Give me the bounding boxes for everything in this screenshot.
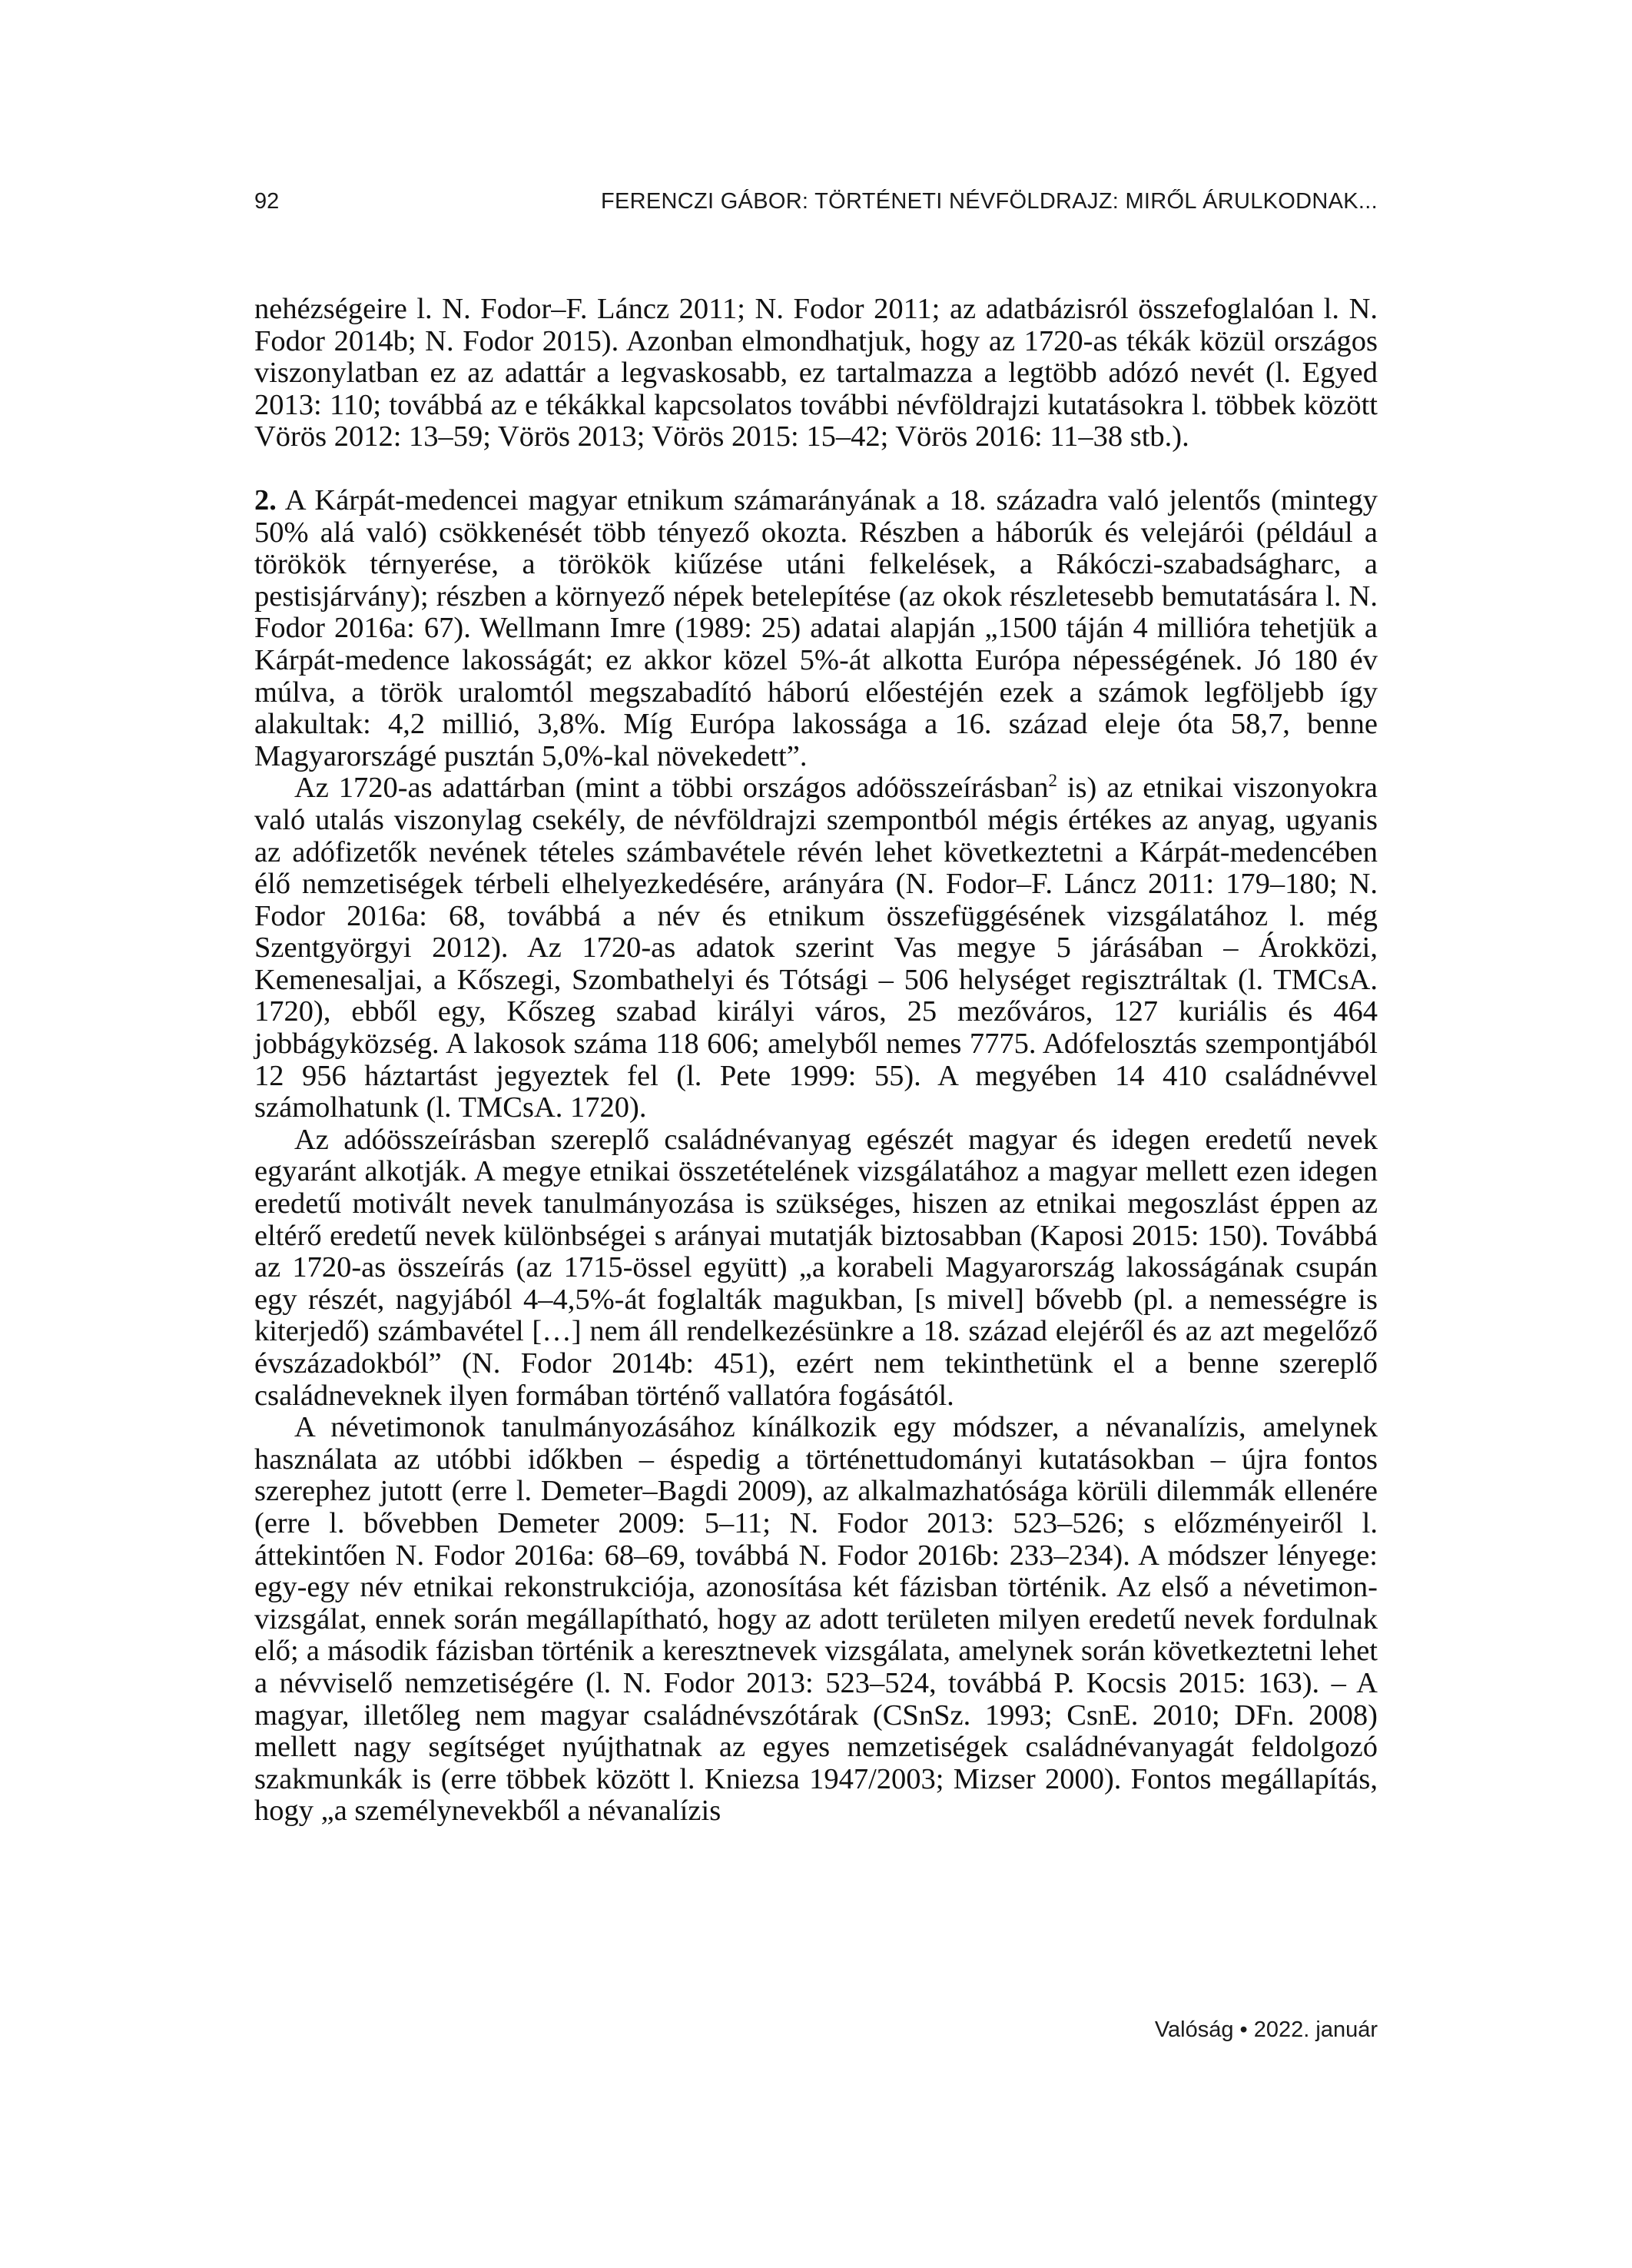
paragraph-1720-records bbox=[254, 772, 1378, 1124]
paragraph-name-stock: Az adóösszeírásban szereplő családnévanyag egészét magyar és idegen eredetű nevek egyaránt alkotják. A megye etnikai összetételének vizsgálatához a magyar mellett ezen idegen eredetű motivált nevek tanulmányozása is szükséges, hiszen az etnikai megoszlást éppen az eltérő eredetű nevek különbségei s arányai mutatják biztosabban (Kaposi 2015: 150). Továbbá az 1720-as összeírás (az 1715-össel együtt) „a korabeli Magyarország lakosságának csupán egy részét, nagyjából 4–4,5%-át foglalták magukban, [s mivel] bővebb (pl. a nemességre is kiterjedő) számbavétel […] nem áll rendelkezésünkre a 18. század elejéről és az azt megelőző évszázadokból” (N. Fodor 2014b: 451), ezért nem tekinthetünk el a benne szereplő családneveknek ilyen formában történő vallatóra fogásától. bbox=[254, 1123, 1378, 1412]
paragraph-name-analysis: A névetimonok tanulmányozásához kínálkozik egy módszer, a névanalízis, amelynek használata az utóbbi időkben – éspedig a történettudományi kutatásokban – újra fontos szerephez jutott (erre l. Demeter–Bagdi 2009), az alkalmazhatósága körüli dilemmák ellenére (erre l. bővebben Demeter 2009: 5–11; N. Fodor 2013: 523–526; s előzményeiről l. áttekintően N. Fodor 2016a: 68–69, továbbá N. Fodor 2016b: 233–234). A módszer lényege: egy-egy név etnikai rekonstrukciója, azonosítása két fázisban történik. Az első a névetimon-vizsgálat, ennek során megállapítható, hogy az adott területen milyen eredetű nevek fordulnak elő; a második fázisban történik a keresztnevek vizsgálata, amelynek során következtetni lehet a névviselő nemzetiségére (l. N. Fodor 2013: 523–524, továbbá P. Kocsis 2015: 163). – A magyar, illetőleg nem magyar családnévszótárak (CSnSz. 1993; CsnE. 2010; DFn. 2008) mellett nagy segítséget nyújthatnak az egyes nemzetiségek családnévanyagát feldolgozó szakmunkák is (erre többek között l. Kniezsa 1947/2003; Mizser 2000). Fontos megállapítás, hogy „a személynevekből a névanalízis bbox=[254, 1411, 1378, 1828]
note-number: 2. bbox=[254, 483, 277, 516]
running-title: FERENCZI GÁBOR: TÖRTÉNETI NÉVFÖLDRAJZ: MIRŐL ÁRULKODNAK... bbox=[600, 189, 1378, 214]
note-2-text: A Kárpát-medencei magyar etnikum számarányának a 18. századra való jelentős (mintegy 50% alá való) csökkenését több tényező okozta. Részben a háborúk és velejárói (például a törökök térnyerése, a törökök kiűzése utáni felkelések, a Rákóczi-szabadságharc, a pestisjárvány); részben a környező népek betelepítése (az okok részletesebb bemutatására l. N. Fodor 2016a: 67). Wellmann Imre (1989: 25) adatai alapján „1500 táján 4 millióra tehetjük a Kárpát-medence lakosságát; ez akkor közel 5%-át alkotta Európa népességének. Jó 180 év múlva, a török uralomtól megszabadító háború előestéjén ezek a számok legföljebb így alakultak: 4,2 millió, 3,8%. Míg Európa lakossága a 16. század eleje óta 58,7, benne Magyarországé pusztán 5,0%-kal növekedett”. bbox=[254, 483, 1378, 772]
body-text bbox=[254, 294, 1378, 1828]
footnote-ref: 2 bbox=[1048, 770, 1058, 791]
paragraph-note-2 bbox=[254, 485, 1378, 772]
page-number: 92 bbox=[254, 189, 280, 214]
paragraph-continuation: nehézségeire l. N. Fodor–F. Láncz 2011; N. Fodor 2011; az adatbázisról összefoglalóan l. N. Fodor 2014b; N. Fodor 2015). Azonban elmondhatjuk, hogy az 1720-as tékák közül országos viszonylatban ez az adattár a legvaskosabb, ez tartalmazza a legtöbb adózó nevét (l. Egyed 2013: 110; továbbá az e tékákkal kapcsolatos további névföldrajzi kutatásokra l. többek között Vörös 2012: 13–59; Vörös 2013; Vörös 2015: 15–42; Vörös 2016: 11–38 stb.). bbox=[254, 293, 1378, 453]
paragraph-1720-text-a: Az 1720-as adattárban (mint a többi országos adóösszeírásban bbox=[294, 772, 1049, 805]
running-header bbox=[254, 189, 1378, 220]
journal-footer: Valóság • 2022. január bbox=[1154, 2017, 1378, 2042]
paragraph-1720-text-b: is) az etnikai viszonyokra való utalás viszonylag csekély, de névföldrajzi szempontból mégis értékes az anyag, ugyanis az adófizetők nevének tételes számbavétele révén lehet következtetni a Kárpát-medencében élő nemzetiségek térbeli elhelyezkedésére, arányára (N. Fodor–F. Láncz 2011: 179–180; N. Fodor 2016a: 68, továbbá a név és etnikum összefüggésének vizsgálatához l. még Szentgyörgyi 2012). Az 1720-as adatok szerint Vas megye 5 járásában – Árokközi, Kemenesaljai, a Kőszegi, Szombathelyi és Tótsági – 506 helységet regisztráltak (l. TMCsA. 1720), ebből egy, Kőszeg szabad királyi város, 25 mezőváros, 127 kuriális és 464 jobbágyközség. A lakosok száma 118 606; amelyből nemes 7775. Adófelosztás szempontjából 12 956 háztartást jegyeztek fel (l. Pete 1999: 55). A megyében 14 410 családnévvel számolhatunk (l. TMCsA. 1720). bbox=[254, 772, 1378, 1124]
